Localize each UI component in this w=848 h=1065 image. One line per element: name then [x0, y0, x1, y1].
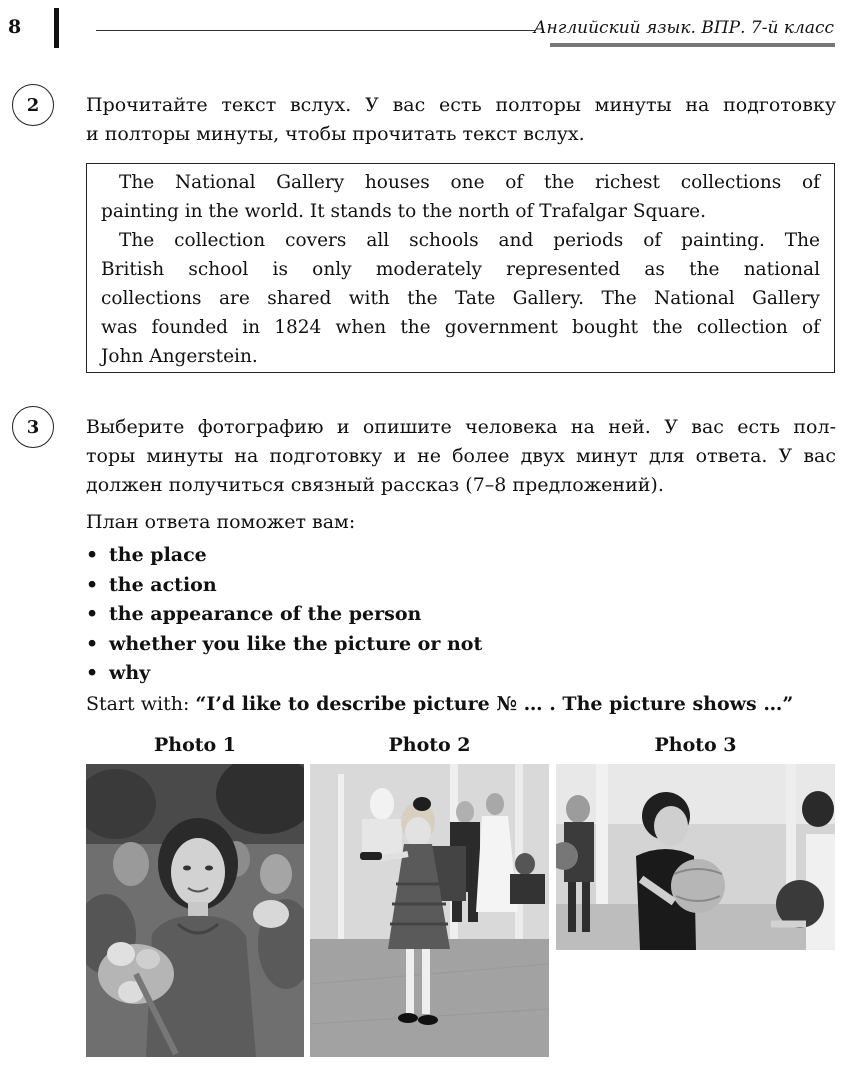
- reading-line: painting in the world. It stands to the north of Trafalgar Square.: [101, 201, 706, 222]
- plan-item: • why: [86, 659, 482, 689]
- task-3-instruction: [86, 413, 836, 500]
- reading-line: John Angerstein.: [101, 346, 258, 367]
- plan-item: • the place: [86, 541, 482, 571]
- photo-1-caption: Photo 1: [153, 734, 237, 756]
- reading-line: The National Gallery houses one of the richest collections of: [119, 172, 820, 193]
- start-with-line: [86, 693, 793, 715]
- photo-3-image: [556, 764, 835, 950]
- task-3-number: 3: [12, 406, 54, 448]
- header-rule: [96, 30, 536, 31]
- plan-item: • the action: [86, 571, 482, 601]
- reading-line: The collection covers all schools and periods of painting. The: [119, 230, 820, 251]
- photo-2-caption: Photo 2: [388, 734, 471, 756]
- reading-line: was founded in 1824 when the government bought the collection of: [101, 317, 820, 338]
- plan-list: [86, 541, 482, 689]
- photo-3-caption: Photo 3: [654, 734, 737, 756]
- reading-paragraph-1: [101, 168, 820, 226]
- task-2-instruction-line: и полторы минуты, чтобы прочитать текст вслух.: [86, 123, 585, 145]
- photo-1-image: [86, 764, 304, 1057]
- photo-2-image: [310, 764, 549, 1057]
- task-3-instruction-line: Выберите фотографию и опишите человека на ней. У вас есть пол-: [86, 416, 836, 438]
- running-title-underline: [550, 43, 835, 47]
- reading-line: British school is only moderately represented as the national: [101, 259, 820, 280]
- photo-1-woman-with-flowers[interactable]: [86, 764, 304, 1057]
- header-bar: [54, 8, 59, 48]
- page-number: 8: [8, 16, 22, 38]
- start-prefix: Start with:: [86, 693, 196, 715]
- running-title: Английский язык. ВПР. 7-й класс: [533, 18, 834, 38]
- photo-2-girl-singing[interactable]: [310, 764, 549, 1057]
- plan-title: План ответа поможет вам:: [86, 511, 356, 533]
- task-2-number: 2: [12, 84, 54, 126]
- task-2-instruction-line: Прочитайте текст вслух. У вас есть полторы минуты на подготовку: [86, 94, 836, 116]
- task-3-instruction-line: торы минуты на подготовку и не более двух минут для ответа. У вас: [86, 445, 836, 467]
- plan-item: • the appearance of the person: [86, 600, 482, 630]
- photo-3-girl-with-ball[interactable]: [556, 764, 835, 950]
- reading-line: collections are shared with the Tate Gallery. The National Gallery: [101, 288, 820, 309]
- task-3-instruction-line: должен получиться связный рассказ (7–8 предложений).: [86, 474, 664, 496]
- reading-paragraph-2: [101, 226, 820, 371]
- reading-text-box: [86, 163, 835, 373]
- start-phrase: “I’d like to describe picture № … . The picture shows …”: [195, 693, 794, 715]
- plan-item: • whether you like the picture or not: [86, 630, 482, 660]
- task-2-instruction: [86, 91, 836, 149]
